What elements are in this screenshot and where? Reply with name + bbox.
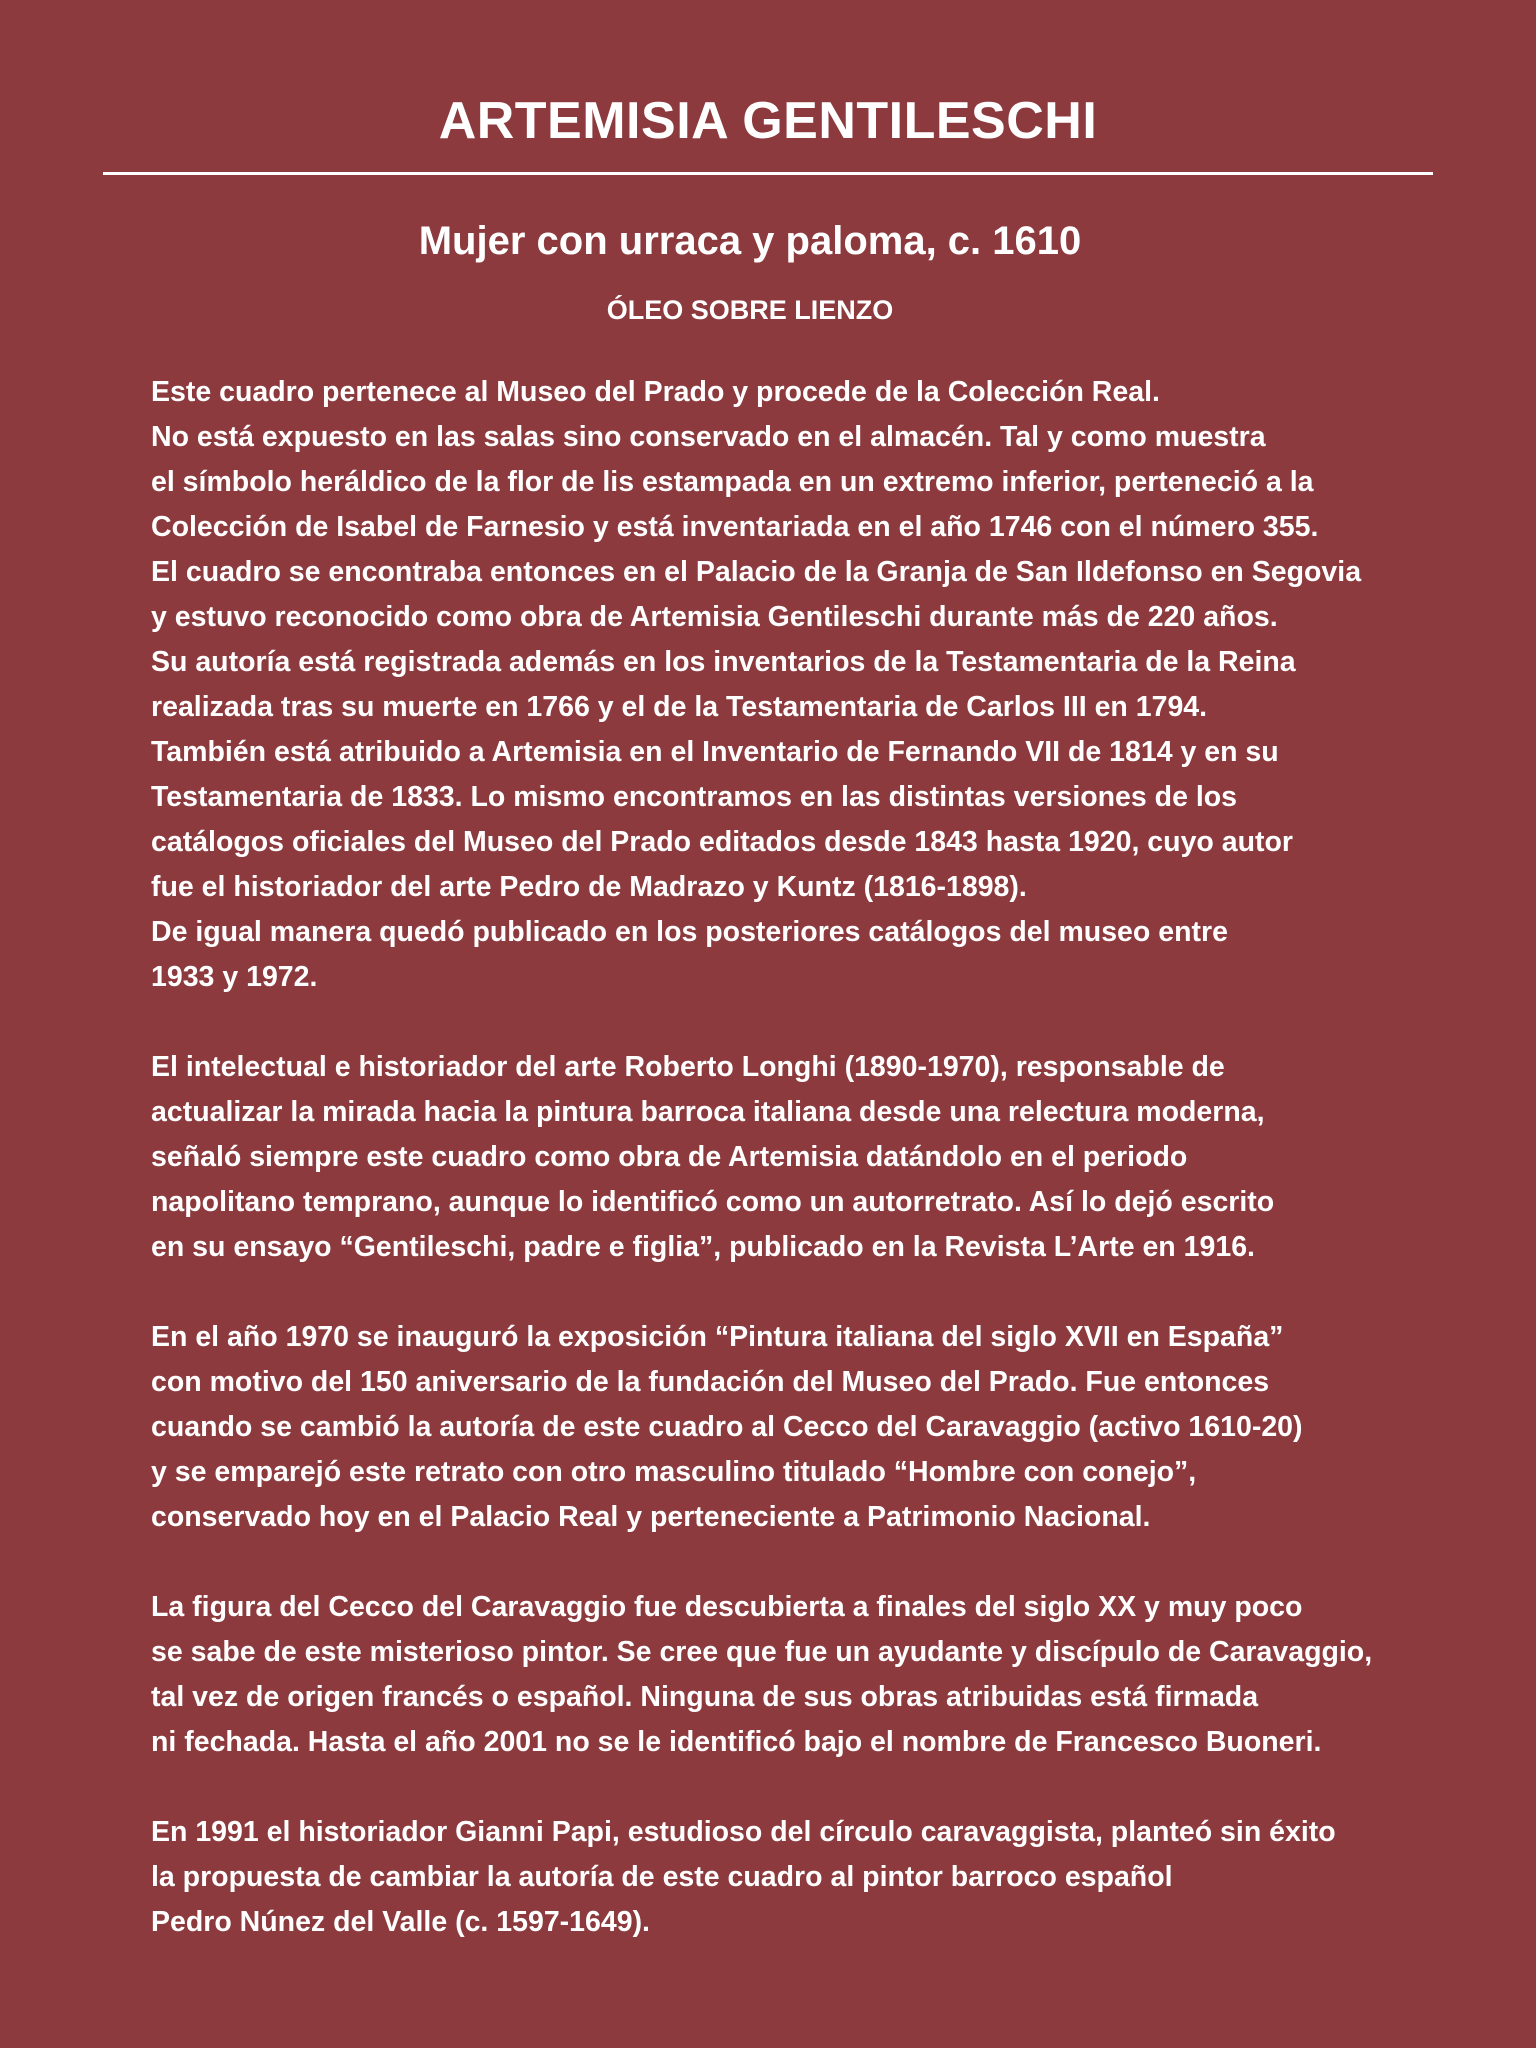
title-divider <box>103 172 1433 175</box>
text-line: en su ensayo “Gentileschi, padre e figlia”, publicado en la Revista L’Arte en 1916. <box>151 1231 1255 1263</box>
text-line: el símbolo heráldico de la flor de lis estampada en un extremo inferior, perteneció a la <box>151 466 1314 498</box>
text-line: realizada tras su muerte en 1766 y el de la Testamentaria de Carlos III en 1794. <box>151 691 1208 723</box>
text-line: En 1991 el historiador Gianni Papi, estudioso del círculo caravaggista, planteó sin éxito <box>151 1816 1336 1848</box>
text-line: y estuvo reconocido como obra de Artemisia Gentileschi durante más de 220 años. <box>151 601 1278 633</box>
text-line: conservado hoy en el Palacio Real y perteneciente a Patrimonio Nacional. <box>151 1501 1151 1533</box>
text-line: señaló siempre este cuadro como obra de Artemisia datándolo en el periodo <box>151 1141 1188 1173</box>
text-line: catálogos oficiales del Museo del Prado editados desde 1843 hasta 1920, cuyo autor <box>151 826 1293 858</box>
text-line: cuando se cambió la autoría de este cuadro al Cecco del Caravaggio (activo 1610-20) <box>151 1411 1303 1443</box>
text-line: No está expuesto en las salas sino conservado en el almacén. Tal y como muestra <box>151 421 1266 453</box>
artwork-medium: ÓLEO SOBRE LIENZO <box>606 295 894 325</box>
text-line: actualizar la mirada hacia la pintura barroca italiana desde una relectura moderna, <box>151 1096 1265 1128</box>
text-line: El cuadro se encontraba entonces en el Palacio de la Granja de San Ildefonso en Segovia <box>151 556 1362 588</box>
text-line: tal vez de origen francés o español. Ninguna de sus obras atribuidas está firmada <box>151 1681 1259 1713</box>
text-line: Colección de Isabel de Farnesio y está inventariada en el año 1746 con el número 355. <box>151 511 1319 543</box>
text-line: napolitano temprano, aunque lo identificó como un autorretrato. Así lo dejó escrito <box>151 1186 1275 1218</box>
text-line: ni fechada. Hasta el año 2001 no se le identificó bajo el nombre de Francesco Buoneri. <box>151 1726 1322 1758</box>
description-text <box>151 370 1451 1990</box>
text-line: se sabe de este misterioso pintor. Se cree que fue un ayudante y discípulo de Caravaggio, <box>151 1636 1373 1668</box>
text-line: En el año 1970 se inauguró la exposición “Pintura italiana del siglo XVII en España” <box>151 1321 1284 1353</box>
text-line: El intelectual e historiador del arte Roberto Longhi (1890-1970), responsable de <box>151 1051 1225 1083</box>
text-line: fue el historiador del arte Pedro de Madrazo y Kuntz (1816-1898). <box>151 871 1027 903</box>
paragraph-cecco <box>151 1585 1451 1765</box>
text-line: con motivo del 150 aniversario de la fundación del Museo del Prado. Fue entonces <box>151 1366 1270 1398</box>
text-line: Este cuadro pertenece al Museo del Prado y procede de la Colección Real. <box>151 376 1160 408</box>
paragraph-papi <box>151 1810 1451 1945</box>
artwork-title: Mujer con urraca y paloma, c. 1610 <box>418 219 1082 263</box>
text-line: Su autoría está registrada además en los inventarios de la Testamentaria de la Reina <box>151 646 1296 678</box>
text-line: Testamentaria de 1833. Lo mismo encontramos en las distintas versiones de los <box>151 781 1238 813</box>
text-line: Pedro Núnez del Valle (c. 1597-1649). <box>151 1906 650 1938</box>
text-line: y se emparejó este retrato con otro masculino titulado “Hombre con conejo”, <box>151 1456 1197 1488</box>
text-line: La figura del Cecco del Caravaggio fue descubierta a finales del siglo XX y muy poco <box>151 1591 1303 1623</box>
text-line: También está atribuido a Artemisia en el Inventario de Fernando VII de 1814 y en su <box>151 736 1279 768</box>
paragraph-provenance <box>151 370 1451 1000</box>
paragraph-longhi <box>151 1045 1451 1270</box>
text-line: De igual manera quedó publicado en los posteriores catálogos del museo entre <box>151 916 1228 948</box>
text-line: 1933 y 1972. <box>151 961 318 993</box>
text-line: la propuesta de cambiar la autoría de este cuadro al pintor barroco español <box>151 1861 1173 1893</box>
paragraph-exhibition-1970 <box>151 1315 1451 1540</box>
artist-name-heading: ARTEMISIA GENTILESCHI <box>438 92 1098 150</box>
